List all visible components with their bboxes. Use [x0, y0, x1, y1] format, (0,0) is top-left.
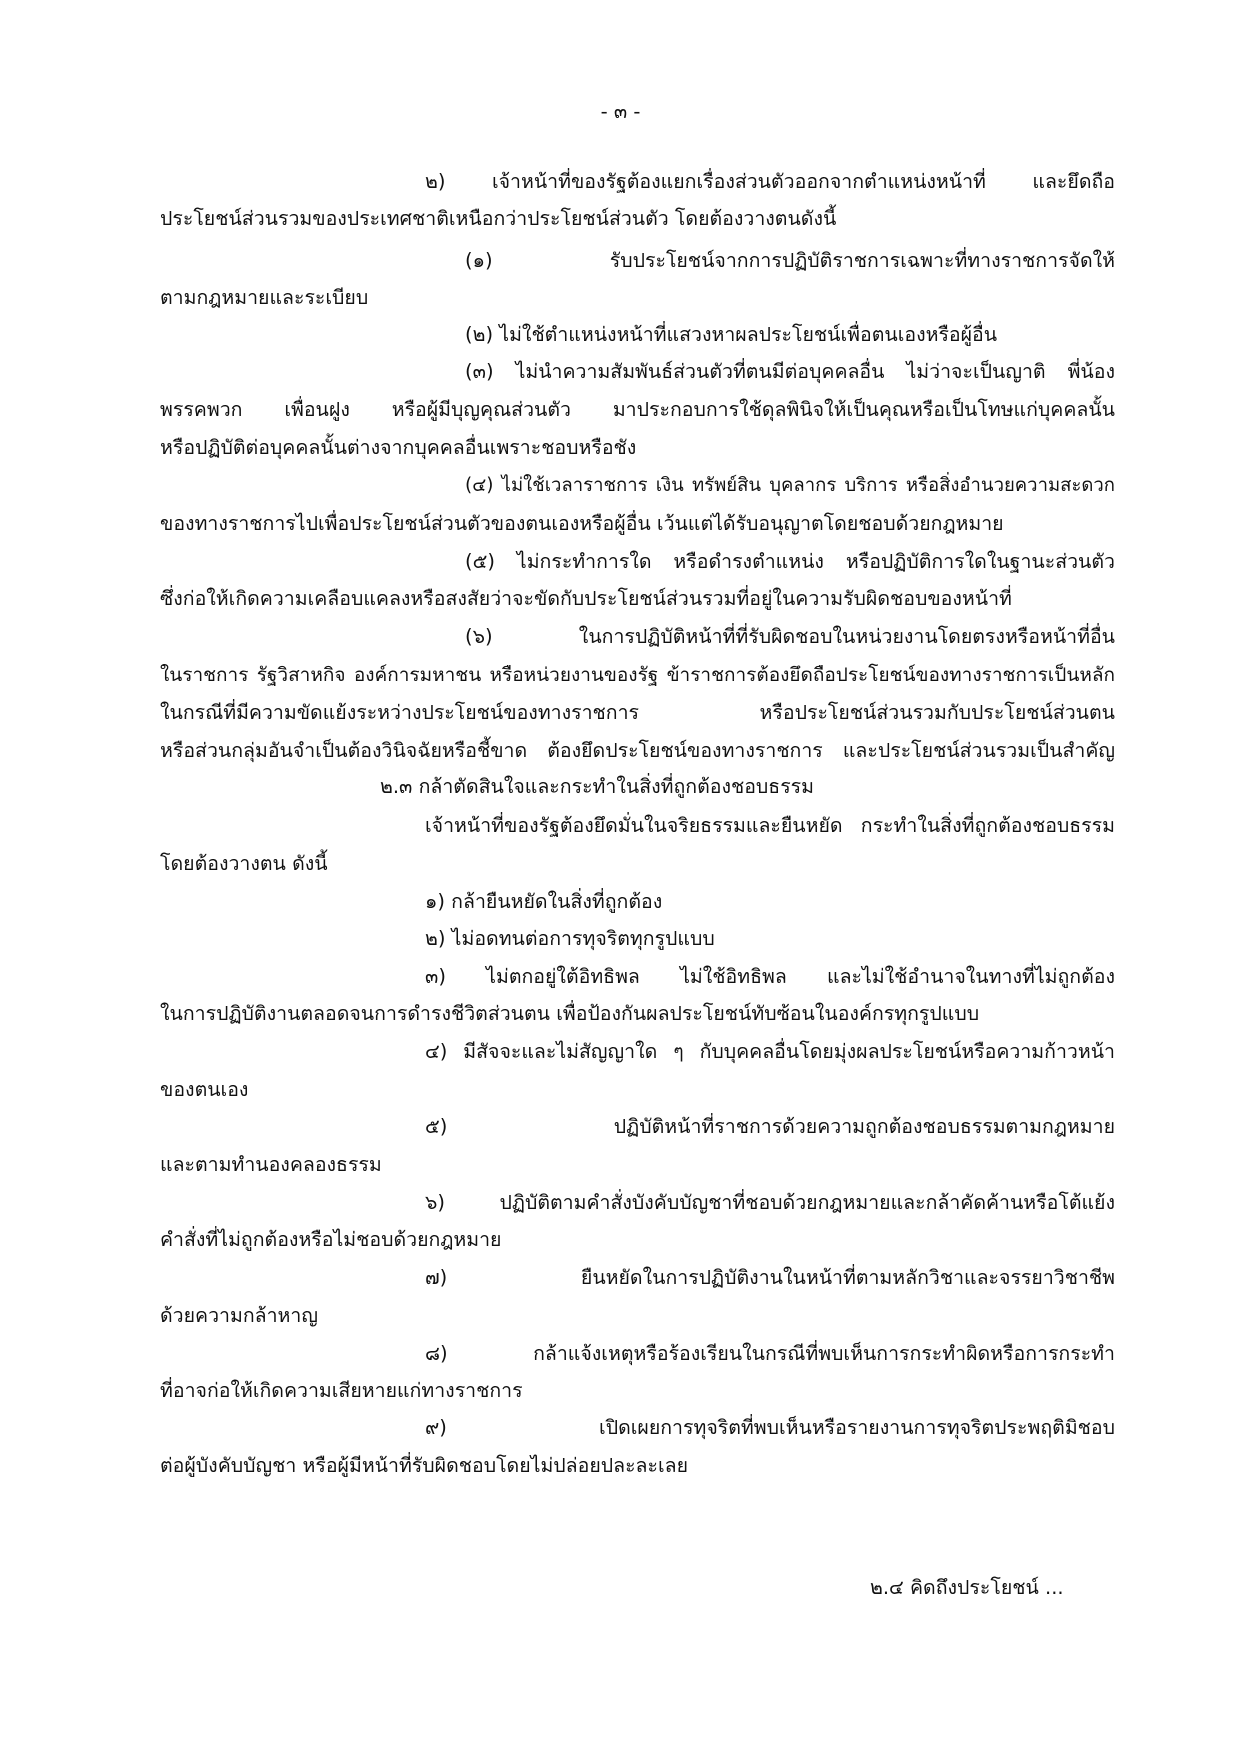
paragraph-line: พรรคพวก เพื่อนฝูง หรือผู้มีบุญคุณส่วนตัว มาประกอบการใช้ดุลพินิจให้เป็นคุณหรือเป็นโทษแก่บุคคลนั้น	[160, 398, 1115, 421]
paragraph-line: ในกรณีที่มีความขัดแย้งระหว่างประโยชน์ของทางราชการ หรือประโยชน์ส่วนรวมกับประโยชน์ส่วนตน	[160, 701, 1115, 724]
list-item: ๔) มีสัจจะและไม่สัญญาใด ๆ กับบุคคลอื่นโดยมุ่งผลประโยชน์หรือความก้าวหน้า	[425, 1040, 1115, 1063]
list-item: ๘) กล้าแจ้งเหตุหรือร้องเรียนในกรณีที่พบเห็นการกระทำผิดหรือการกระทำ	[425, 1342, 1115, 1365]
list-item-continuation: ของตนเอง	[160, 1078, 249, 1101]
paragraph-line: ประโยชน์ส่วนรวมของประเทศชาติเหนือกว่าประโยชน์ส่วนตัว โดยต้องวางตนดังนี้	[160, 207, 837, 230]
list-item: ๙) เปิดเผยการทุจริตที่พบเห็นหรือรายงานการทุจริตประพฤติมิชอบ	[425, 1416, 1115, 1439]
page-number: - ๓ -	[600, 100, 641, 123]
paragraph-line: (๓) ไม่นำความสัมพันธ์ส่วนตัวที่ตนมีต่อบุคคลอื่น ไม่ว่าจะเป็นญาติ พี่น้อง	[465, 360, 1115, 383]
paragraph-line: ซึ่งก่อให้เกิดความเคลือบแคลงหรือสงสัยว่าจะขัดกับประโยชน์ส่วนรวมที่อยู่ในความรับผิดชอบของหน้าที่	[160, 587, 1012, 610]
paragraph-line: เจ้าหน้าที่ของรัฐต้องยึดมั่นในจริยธรรมและยืนหยัด กระทำในสิ่งที่ถูกต้องชอบธรรม	[425, 814, 1115, 837]
section-heading: ๒.๓ กล้าตัดสินใจและกระทำในสิ่งที่ถูกต้องชอบธรรม	[380, 775, 815, 798]
list-item-continuation: ในการปฏิบัติงานตลอดจนการดำรงชีวิตส่วนตน เพื่อป้องกันผลประโยชน์ทับซ้อนในองค์กรทุกรูปแบบ	[160, 1002, 980, 1025]
paragraph-line: (๖) ในการปฏิบัติหน้าที่ที่รับผิดชอบในหน่วยงานโดยตรงหรือหน้าที่อื่น	[465, 625, 1115, 648]
list-item: ๗) ยืนหยัดในการปฏิบัติงานในหน้าที่ตามหลักวิชาและจรรยาวิชาชีพ	[425, 1266, 1115, 1289]
paragraph-line: (๕) ไม่กระทำการใด หรือดำรงตำแหน่ง หรือปฏิบัติการใดในฐานะส่วนตัว	[465, 550, 1115, 573]
paragraph-line: ในราชการ รัฐวิสาหกิจ องค์การมหาชน หรือหน่วยงานของรัฐ ข้าราชการต้องยึดถือประโยชน์ของทางราชการเป็นหลัก	[160, 664, 1115, 686]
paragraph-line: (๒) ไม่ใช้ตำแหน่งหน้าที่แสวงหาผลประโยชน์เพื่อตนเองหรือผู้อื่น	[465, 323, 998, 346]
list-item-continuation: ที่อาจก่อให้เกิดความเสียหายแก่ทางราชการ	[160, 1379, 523, 1402]
list-item: ๖) ปฏิบัติตามคำสั่งบังคับบัญชาที่ชอบด้วยกฎหมายและกล้าคัดค้านหรือโต้แย้ง	[425, 1191, 1115, 1214]
paragraph-line: ๒) เจ้าหน้าที่ของรัฐต้องแยกเรื่องส่วนตัวออกจากตำแหน่งหน้าที่ และยึดถือ	[425, 170, 1115, 193]
paragraph-line: หรือส่วนกลุ่มอันจำเป็นต้องวินิจฉัยหรือชี้ขาด ต้องยึดประโยชน์ของทางราชการ และประโยชน์ส่วนรวมเป็นสำคัญ	[160, 739, 1115, 762]
paragraph-line: (๔) ไม่ใช้เวลาราชการ เงิน ทรัพย์สิน บุคลากร บริการ หรือสิ่งอำนวยความสะดวก	[465, 475, 1115, 496]
paragraph-line: (๑) รับประโยชน์จากการปฏิบัติราชการเฉพาะที่ทางราชการจัดให้	[465, 249, 1115, 272]
paragraph-line: ของทางราชการไปเพื่อประโยชน์ส่วนตัวของตนเองหรือผู้อื่น เว้นแต่ได้รับอนุญาตโดยชอบด้วยกฎหมาย	[160, 512, 1004, 535]
continuation-note: ๒.๔ คิดถึงประโยชน์ ...	[870, 1576, 1064, 1599]
list-item: ๒) ไม่อดทนต่อการทุจริตทุกรูปแบบ	[425, 927, 715, 950]
paragraph-line: ตามกฎหมายและระเบียบ	[160, 286, 369, 309]
list-item-continuation: ต่อผู้บังคับบัญชา หรือผู้มีหน้าที่รับผิดชอบโดยไม่ปล่อยปละละเลย	[160, 1454, 689, 1477]
list-item-continuation: และตามทำนองคลองธรรม	[160, 1153, 382, 1176]
list-item-continuation: ด้วยความกล้าหาญ	[160, 1304, 318, 1327]
list-item: ๑) กล้ายืนหยัดในสิ่งที่ถูกต้อง	[425, 890, 663, 913]
list-item-continuation: คำสั่งที่ไม่ถูกต้องหรือไม่ชอบด้วยกฎหมาย	[160, 1228, 502, 1251]
list-item: ๕) ปฏิบัติหน้าที่ราชการด้วยความถูกต้องชอบธรรมตามกฎหมาย	[425, 1115, 1115, 1138]
list-item: ๓) ไม่ตกอยู่ใต้อิทธิพล ไม่ใช้อิทธิพล และไม่ใช้อำนาจในทางที่ไม่ถูกต้อง	[425, 965, 1115, 988]
paragraph-line: โดยต้องวางตน ดังนี้	[160, 852, 328, 875]
paragraph-line: หรือปฏิบัติต่อบุคคลนั้นต่างจากบุคคลอื่นเพราะชอบหรือชัง	[160, 436, 637, 459]
